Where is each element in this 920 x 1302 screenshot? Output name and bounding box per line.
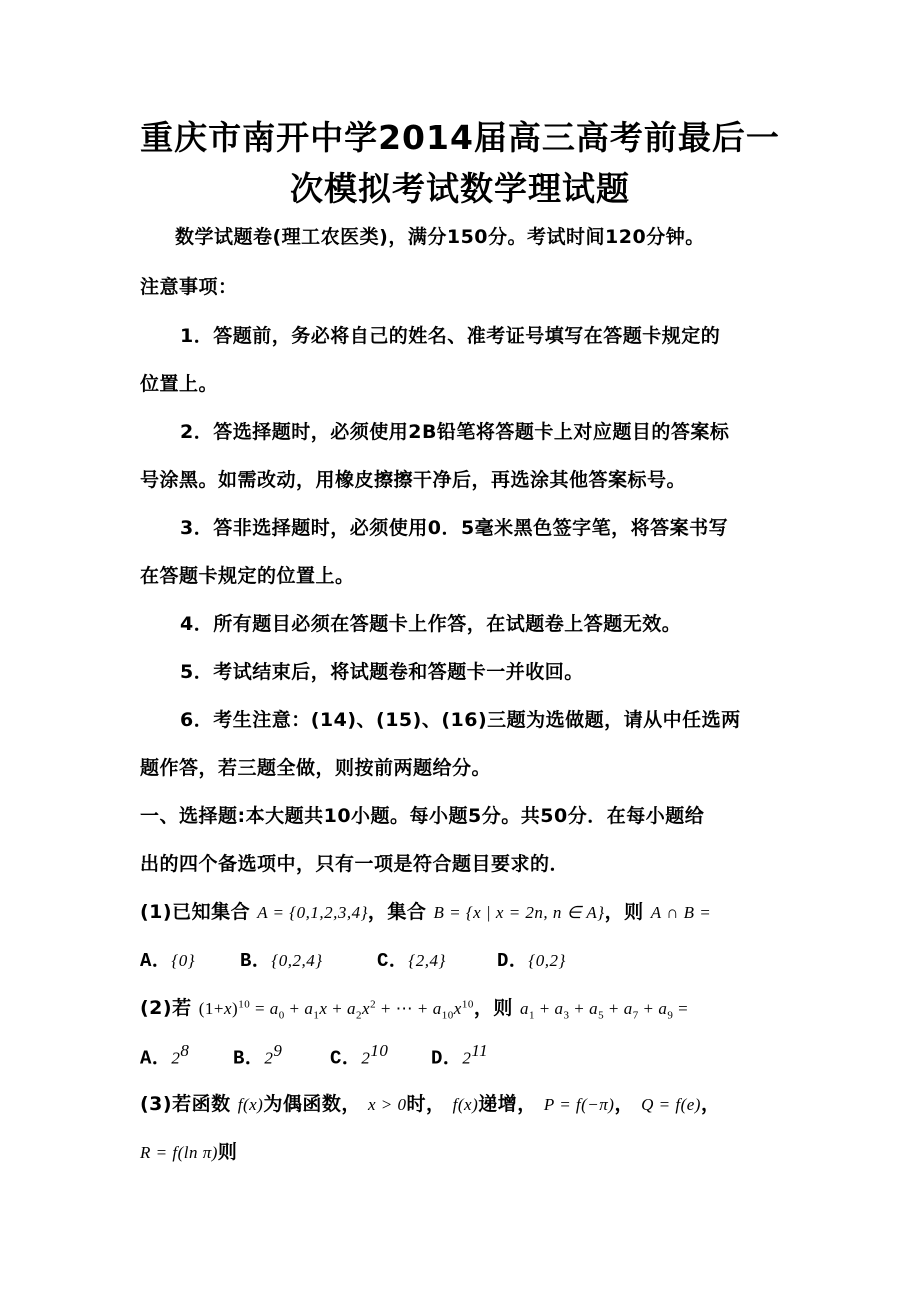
- option-c[interactable]: C．{2,4}: [377, 950, 446, 972]
- question-2-stem: (2)若 $(1+x)^{10} = a_0 + a_1x + a_2x^2$ + ⋯ + $a_{10}x^{10}$，则 $a_1 + a_3 + a_5 + a_7 + a_9$ =: [140, 997, 689, 1022]
- math-odd-coefficient-sum: $a_1 + a_3 + a_5 + a_7 + a_9$ =: [519, 999, 689, 1022]
- note-1-line1: 1．答题前，务必将自己的姓名、准考证号填写在答题卡规定的: [180, 325, 721, 347]
- option-b[interactable]: B．$2^9$: [233, 1041, 283, 1070]
- math-set-b: B = {x | x = 2n, n ∈ A}: [433, 903, 605, 922]
- option-b[interactable]: B．{0,2,4}: [240, 950, 323, 972]
- page-title-line2: 次模拟考试数学理试题: [290, 169, 630, 208]
- question-number: (2): [140, 997, 173, 1019]
- question-1-options: [140, 945, 566, 972]
- exam-subtitle: 数学试题卷(理工农医类)，满分150分。考试时间120分钟。: [175, 226, 705, 248]
- section-heading-line1: 一、选择题:本大题共10小题。每小题5分。共50分．在每小题给: [140, 805, 705, 827]
- question-number: (1): [140, 901, 173, 923]
- note-2-line2: 号涂黑。如需改动，用橡皮擦擦干净后，再选涂其他答案标号。: [140, 469, 687, 491]
- note-6-line2: 题作答，若三题全做，则按前两题给分。: [140, 757, 492, 779]
- math-set-a: A = {0,1,2,3,4}: [257, 903, 368, 922]
- option-a[interactable]: A．$2^8$: [140, 1041, 190, 1070]
- note-3-line1: 3．答非选择题时，必须使用0．5毫米黑色签字笔，将答案书写: [180, 517, 729, 539]
- note-6-line1: 6．考生注意：(14)、(15)、(16)三题为选做题，请从中任选两: [180, 709, 741, 731]
- note-1-line2: 位置上。: [140, 373, 219, 395]
- option-c[interactable]: C．$2^{10}$: [330, 1041, 389, 1070]
- question-number: (3): [140, 1093, 173, 1115]
- note-2-line1: 2．答选择题时，必须使用2B铅笔将答题卡上对应题目的答案标: [180, 421, 730, 443]
- question-1-stem: (1)已知集合 A = {0,1,2,3,4}，集合 B = {x | x = 2n, n ∈ A}，则 A ∩ B =: [140, 901, 712, 923]
- question-3-stem: (3)若函数 f(x)为偶函数， x > 0时， f(x)递增， P = f(−π)， Q = f(e)，: [140, 1093, 721, 1115]
- note-5: 5．考试结束后，将试题卷和答题卡一并收回。: [180, 661, 584, 683]
- section-heading-line2: 出的四个备选项中，只有一项是符合题目要求的．: [140, 853, 570, 875]
- option-d[interactable]: D．$2^{11}$: [431, 1041, 489, 1070]
- option-d[interactable]: D．{0,2}: [497, 950, 566, 972]
- note-4: 4．所有题目必须在答题卡上作答，在试题卷上答题无效。: [180, 613, 682, 635]
- option-a[interactable]: A．{0}: [140, 950, 196, 972]
- notes-heading: 注意事项：: [140, 276, 238, 298]
- question-2-options: [140, 1041, 488, 1069]
- math-intersection: A ∩ B =: [650, 903, 712, 922]
- page-title-line1: 重庆市南开中学2014届高三高考前最后一: [140, 118, 780, 157]
- math-binomial-expansion: $(1+x)^{10} = a_0 + a_1x + a_2x^2$ + ⋯ + $a_{10}x^{10}$: [198, 998, 474, 1022]
- note-3-line2: 在答题卡规定的位置上。: [140, 565, 355, 587]
- question-3-stem-line2: R = f(ln π)则: [140, 1141, 238, 1163]
